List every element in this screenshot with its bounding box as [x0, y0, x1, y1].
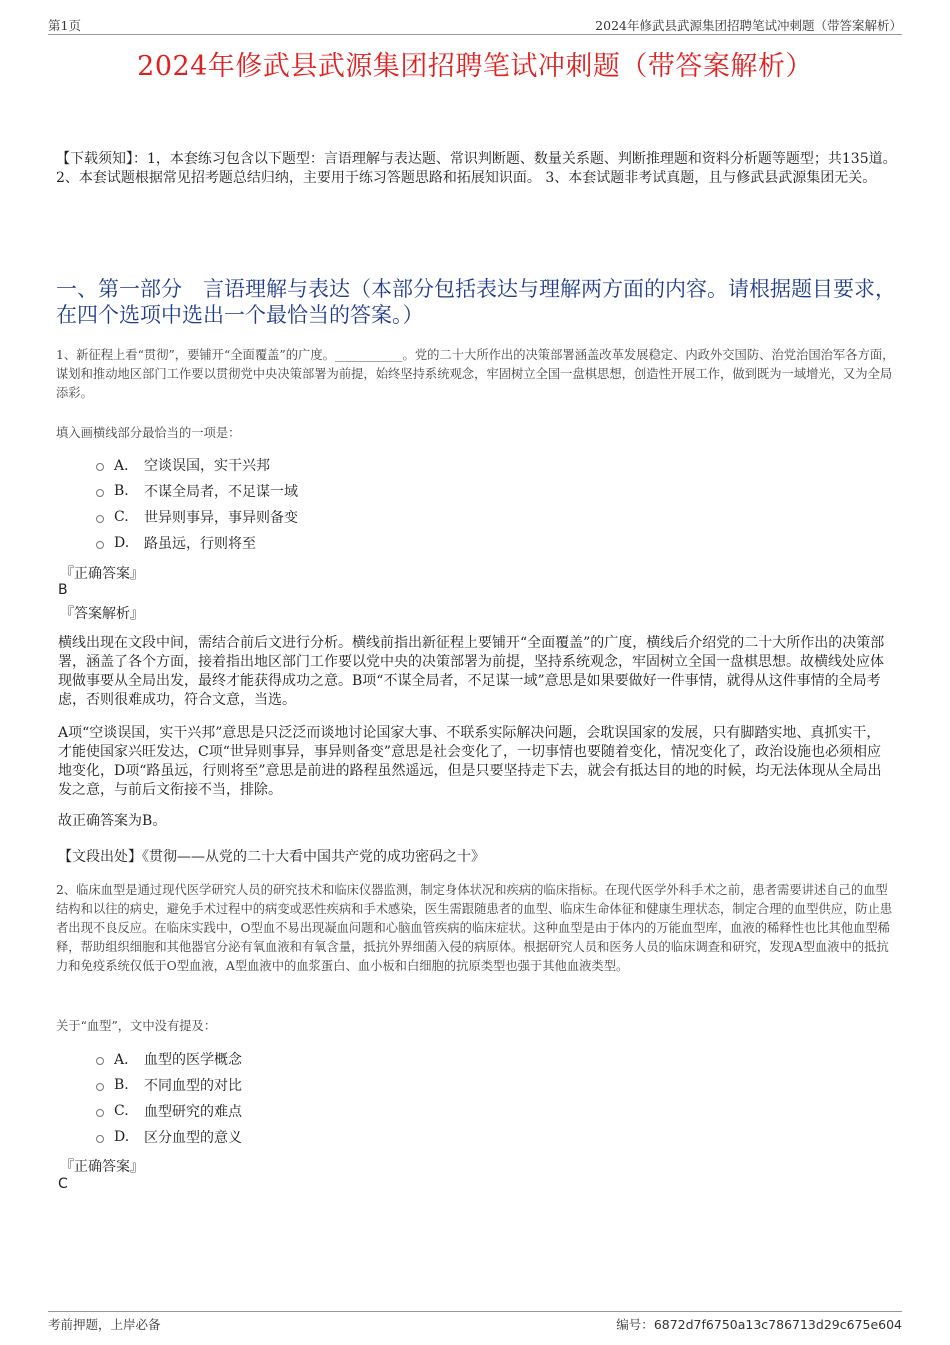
question-2-option-d[interactable]	[96, 1124, 242, 1150]
option-text: 血型研究的难点	[144, 1104, 242, 1120]
question-1-options	[96, 452, 298, 556]
question-1-source: 【文段出处】《贯彻——从党的二十大看中国共产党的成功密码之十》	[58, 849, 485, 865]
question-1-analysis-p2: A项“空谈误国，实干兴邦”意思是只泛泛而谈地讨论国家大事、不联系实际解决问题，会耽误国家的发展，只有脚踏实地、真抓实干，才能使国家兴旺发达，C项“世异则事异，事异则备变”意思是社会变化了，一切事情也要随着变化，情况变化了，政治设施也必须相应地变化，D项“路虽远，行则将至”意思是前进的路程虽然遥远，但是只要坚持走下去，就会有抵达目的地的时候，均无法体现从全局出发之意，与前后文衔接不当，排除。	[58, 725, 882, 798]
footer-code	[616, 1315, 902, 1333]
option-label: D.	[114, 535, 130, 551]
option-text: 不同血型的对比	[144, 1078, 242, 1094]
radio-icon[interactable]	[96, 1083, 104, 1091]
download-notice: 【下载须知】：1，本套练习包含以下题型：言语理解与表达题、常识判断题、数量关系题、判断推理题和资料分析题等题型；共135道。 2、本套试题根据常见招考题总结归纳，主要用于练习答题思路和拓展知识面。 3、本套试题非考试真题，且与修武县武源集团无关。	[56, 151, 897, 186]
question-1-prompt: 填入画横线部分最恰当的一项是：	[56, 426, 241, 440]
question-1-answer: B	[58, 582, 68, 598]
radio-icon[interactable]	[96, 1135, 104, 1143]
option-text: 路虽远，行则将至	[144, 536, 256, 552]
question-1-analysis-label: 『答案解析』	[60, 606, 144, 622]
option-text: 区分血型的意义	[144, 1130, 242, 1146]
footer-code-value: 6872d7f6750a13c786713d29c675e604	[653, 1317, 902, 1332]
question-2-option-a[interactable]	[96, 1046, 242, 1072]
question-2-answer-label: 『正确答案』	[60, 1159, 144, 1175]
question-1-answer-label: 『正确答案』	[60, 566, 144, 582]
radio-icon[interactable]	[96, 489, 104, 497]
question-2-option-c[interactable]	[96, 1098, 242, 1124]
option-text: 世异则事异，事异则备变	[144, 510, 298, 526]
section-title: 一、第一部分 言语理解与表达（本部分包括表达与理解两方面的内容。请根据题目要求，在四个选项中选出一个最恰当的答案。）	[56, 277, 896, 327]
option-text: 不谋全局者，不足谋一域	[144, 484, 298, 500]
question-1-option-a[interactable]	[96, 452, 298, 478]
option-label: A．	[114, 1052, 139, 1068]
radio-icon[interactable]	[96, 1109, 104, 1117]
option-label: B.	[114, 483, 129, 499]
option-label: B.	[114, 1077, 129, 1093]
option-text: 血型的医学概念	[144, 1052, 242, 1068]
question-1-conclusion: 故正确答案为B。	[58, 813, 167, 829]
question-2-answer: C	[58, 1176, 68, 1192]
option-text: 空谈误国，实干兴邦	[144, 458, 270, 474]
option-label: C.	[114, 509, 129, 525]
question-1-analysis-p1: 横线出现在文段中间，需结合前后文进行分析。横线前指出新征程上要铺开“全面覆盖”的广度，横线后介绍党的二十大所作出的决策部署，涵盖了各个方面，接着指出地区部门工作要以党中央的决策部署为前提，坚持系统观念，牢固树立全国一盘棋思想。故横线处应体现做事要从全局出发，最终才能获得成功之意。B项“不谋全局者，不足谋一域”意思是如果要做好一件事情，就得从这件事情的全局考虑，否则很难成功，符合文意，当选。	[58, 635, 885, 708]
document-title: 2024年修武县武源集团招聘笔试冲刺题（带答案解析）	[137, 51, 813, 82]
footer-slogan: 考前押题，上岸必备	[48, 1317, 161, 1332]
question-2-prompt: 关于“血型”，文中没有提及：	[56, 1019, 217, 1033]
page-number: 第1页	[48, 18, 81, 33]
footer-code-label: 编号：	[616, 1317, 654, 1332]
question-2-option-b[interactable]	[96, 1072, 242, 1098]
question-2-options	[96, 1046, 242, 1150]
question-1-text: 1、新征程上看“贯彻”，要铺开“全面覆盖”的广度。___________。党的二十大所作出的决策部署涵盖改革发展稳定、内政外交国防、治党治国治军各方面，谋划和推动地区部门工作要以贯彻党中央决策部署为前提，始终坚持系统观念，牢固树立全国一盘棋思想，创造性开展工作，做到既为一域增光，又为全局添彩。	[56, 348, 895, 400]
question-1-option-b[interactable]	[96, 478, 298, 504]
question-1-option-c[interactable]	[96, 504, 298, 530]
radio-icon[interactable]	[96, 541, 104, 549]
radio-icon[interactable]	[96, 515, 104, 523]
question-1-option-d[interactable]	[96, 530, 298, 556]
radio-icon[interactable]	[96, 1057, 104, 1065]
option-label: D.	[114, 1129, 130, 1145]
header-doc-title: 2024年修武县武源集团招聘笔试冲刺题（带答案解析）	[595, 18, 902, 33]
page-footer	[48, 1311, 902, 1334]
question-2-text: 2、临床血型是通过现代医学研究人员的研究技术和临床仪器监测，制定身体状况和疾病的临床指标。在现代医学外科手术之前，患者需要讲述自己的血型结构和以往的病史，避免手术过程中的病变或恶性疾病和手术感染，医生需跟随患者的血型、临床生命体征和健康生理状态，制定合理的血型供应，防止患者出现不良反应。在临床实践中，O型血不易出现凝血问题和心脑血管疾病的临床症状。这种血型是由于体内的万能血型库，血液的稀释性也比其他血型稀释，帮助组织细胞和其他器官分泌有氧血液和有氧含量，抵抗外界细菌入侵的病原体。根据研究人员和医务人员的临床调查和研究，发现A型血液中的抵抗力和免疫系统仅低于O型血液，A型血液中的血浆蛋白、血小板和白细胞的抗原类型也强于其他血液类型。	[56, 883, 893, 973]
option-label: C.	[114, 1103, 129, 1119]
page-header	[48, 14, 902, 35]
option-label: A．	[114, 458, 139, 474]
radio-icon[interactable]	[96, 463, 104, 471]
